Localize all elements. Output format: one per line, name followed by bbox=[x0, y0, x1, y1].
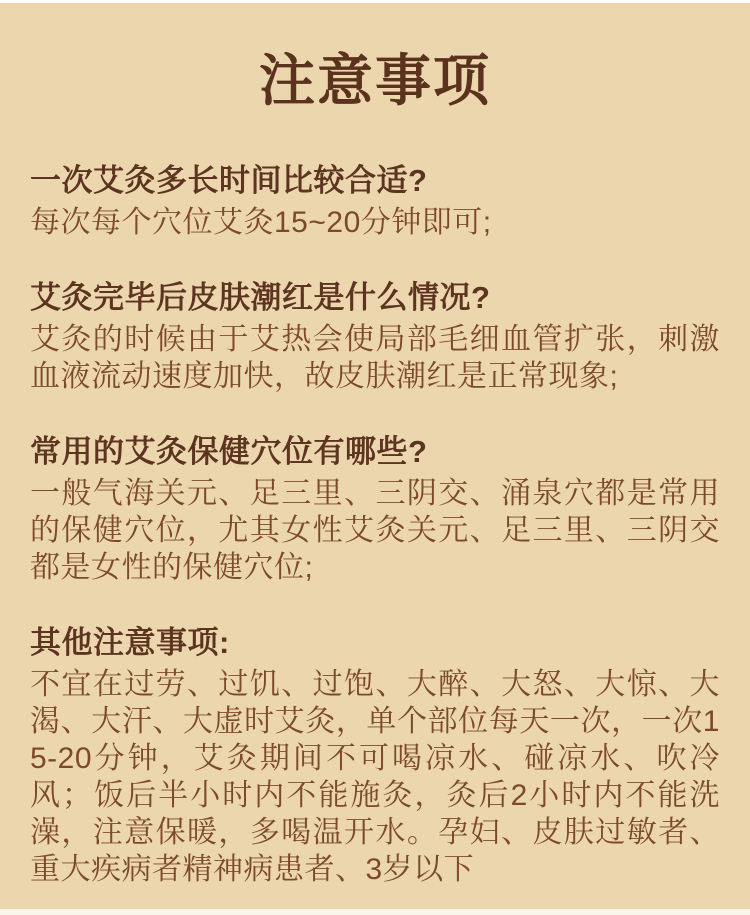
section-skin-flush-body: 艾灸的时候由于艾热会使局部毛细血管扩张，刺激血液流动速度加快，故皮肤潮红是正常现象; bbox=[30, 323, 720, 393]
section-skin-flush-heading: 艾灸完毕后皮肤潮红是什么情况? bbox=[30, 280, 491, 315]
top-edge-strip bbox=[0, 0, 750, 3]
section-other-notes bbox=[30, 624, 720, 888]
notice-panel bbox=[0, 3, 750, 909]
section-duration bbox=[30, 162, 720, 241]
section-skin-flush bbox=[30, 279, 720, 395]
section-duration-heading: 一次艾灸多长时间比较合适? bbox=[30, 163, 428, 198]
section-other-notes-body: 不宜在过劳、过饥、过饱、大醉、大怒、大惊、大渴、大汗、大虚时艾灸，单个部位每天一次，一次15-20分钟，艾灸期间不可喝凉水、碰凉水、吹冷风；饭后半小时内不能施灸，灸后2小时内不能洗澡，注意保暖，多喝温开水。孕妇、皮肤过敏者、重大疾病者精神病患者、3岁以下 bbox=[30, 668, 720, 886]
bottom-edge-strip bbox=[0, 909, 750, 915]
section-other-notes-heading: 其他注意事项: bbox=[30, 625, 230, 660]
section-acupoints-body: 一般气海关元、足三里、三阴交、涌泉穴都是常用的保健穴位，尤其女性艾灸关元、足三里、三阴交都是女性的保健穴位; bbox=[30, 477, 720, 584]
section-acupoints bbox=[30, 433, 720, 586]
section-acupoints-heading: 常用的艾灸保健穴位有哪些? bbox=[30, 434, 428, 469]
page-title: 注意事项 bbox=[259, 49, 491, 112]
section-duration-body: 每次每个穴位艾灸15~20分钟即可; bbox=[30, 206, 492, 239]
